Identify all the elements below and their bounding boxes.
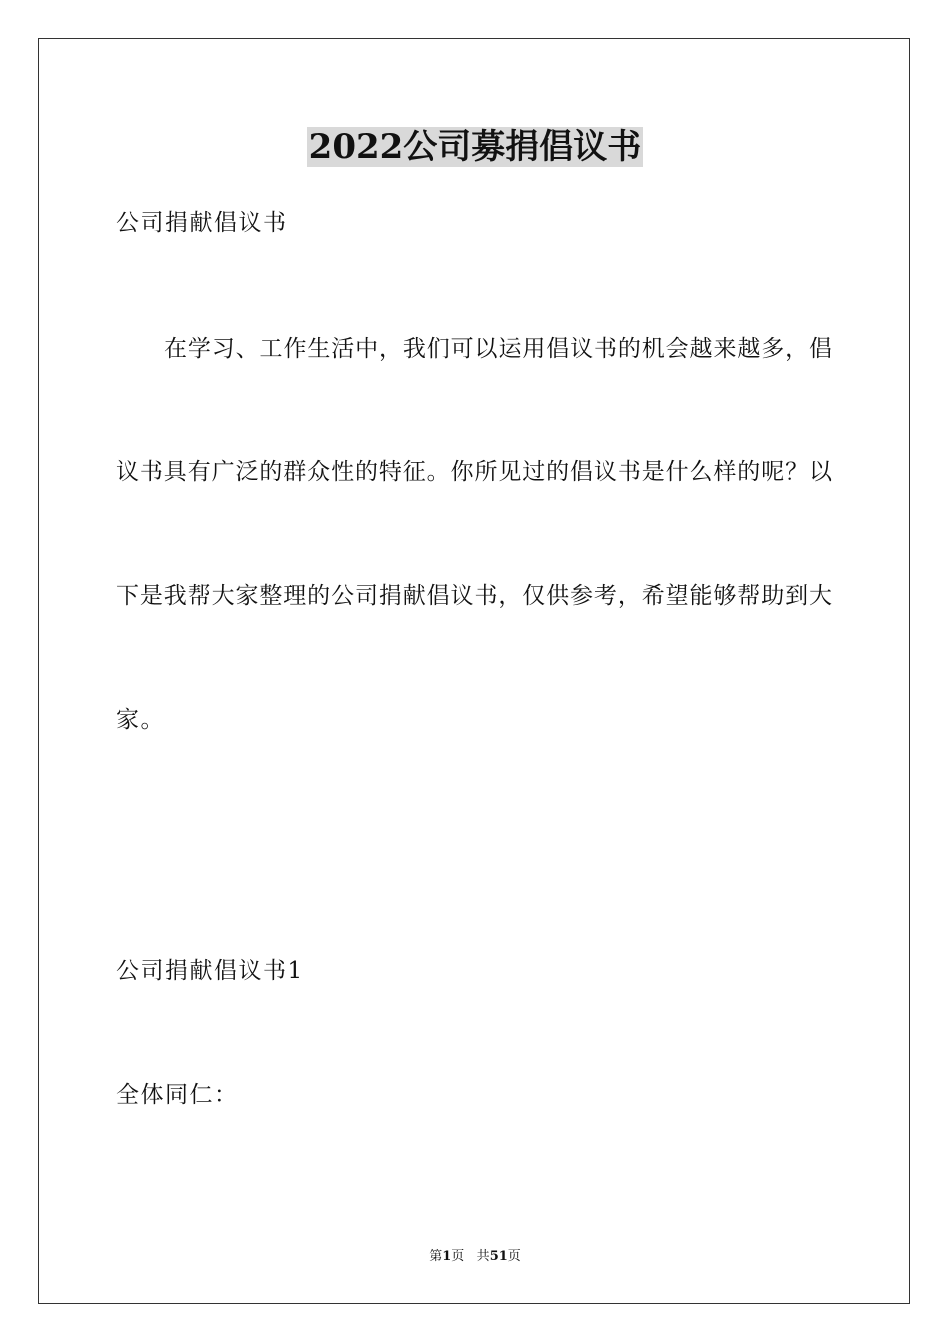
total-pages: 51	[489, 1249, 508, 1264]
page-footer	[0, 1248, 950, 1266]
intro-line-3: 下是我帮大家整理的公司捐献倡议书，仅供参考，希望能够帮助到大	[116, 583, 832, 609]
document-title	[0, 124, 950, 170]
salutation: 全体同仁：	[116, 1082, 239, 1108]
document-subtitle: 公司捐献倡议书	[116, 210, 288, 236]
intro-line-2: 议书具有广泛的群众性的特征。你所见过的倡议书是什么样的呢？以	[116, 459, 832, 485]
section-heading: 公司捐献倡议书1	[116, 958, 304, 984]
total-prefix: 共	[476, 1249, 490, 1264]
intro-line-1: 在学习、工作生活中，我们可以运用倡议书的机会越来越多，倡	[164, 336, 832, 362]
intro-line-4: 家。	[116, 707, 165, 733]
document-title-text: 2022公司募捐倡议书	[308, 127, 642, 167]
total-suffix: 页	[507, 1249, 521, 1264]
page-suffix: 页	[451, 1249, 465, 1264]
page-number: 1	[442, 1249, 452, 1264]
page-prefix: 第	[429, 1249, 443, 1264]
